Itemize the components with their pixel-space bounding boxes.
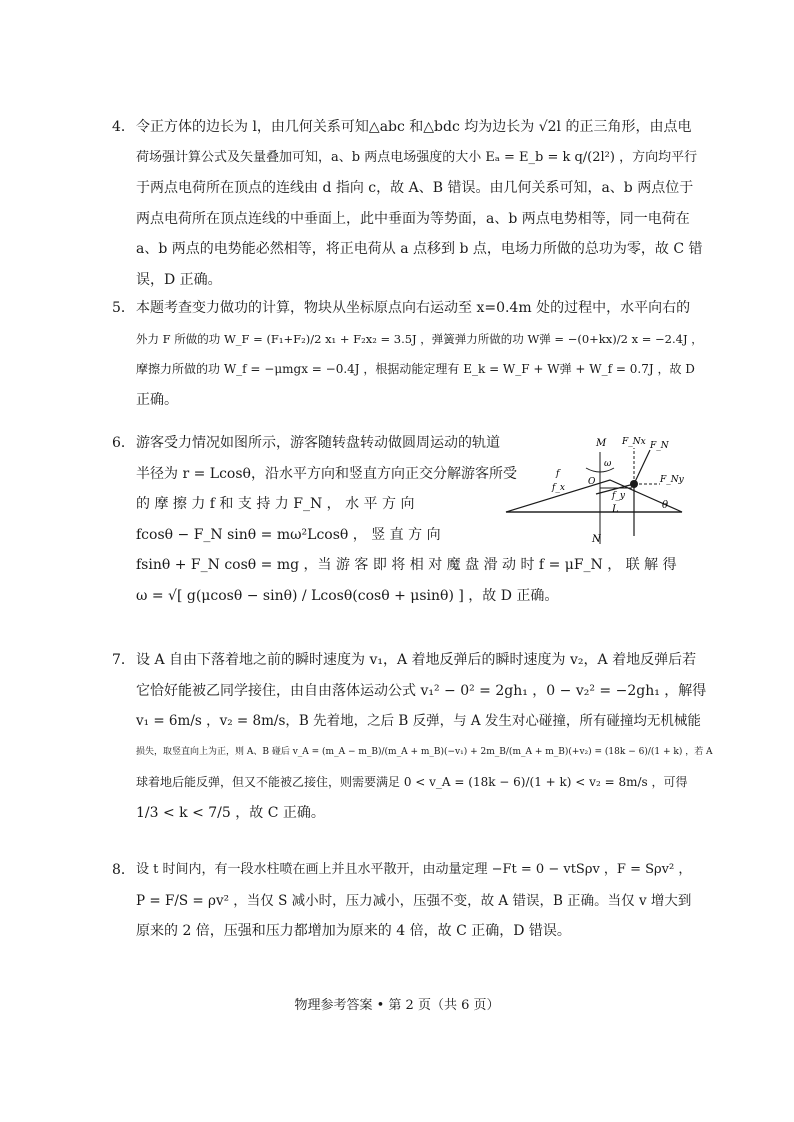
text-line: 本题考查变力做功的计算，物块从坐标原点向右运动至 x=0.4m 处的过程中，水平向右的 xyxy=(136,300,691,316)
normal-force-vector xyxy=(634,450,650,484)
text-line: P = F/S = ρv² ，当仅 S 减小时，压力减小，压强不变，故 A 错误，B 正确。当仅 v 增大到 xyxy=(136,892,692,909)
answer-item-7 xyxy=(112,645,713,828)
text-line: 半径为 r = Lcosθ，沿水平方向和竖直方向正交分解游客所受 xyxy=(136,465,517,482)
fig-label: O xyxy=(588,477,596,487)
text-line: v₁ = 6m/s ，v₂ = 8m/s，B 先着地，之后 B 反弹，与 A 发生对心碰撞，所有碰撞均无机械能 xyxy=(136,713,701,729)
text-line: 荷场强计算公式及矢量叠加可知，a、b 两点电场强度的大小 Eₐ = E_b = k q/(2l²) ，方向均平行 xyxy=(136,149,698,165)
text-line: 误，D 正确。 xyxy=(136,271,222,288)
fig-label: ω xyxy=(604,459,612,469)
text-line: ω = √[ g(μcosθ − sinθ) / Lcosθ(cosθ + μsinθ) ] ，故 D 正确。 xyxy=(136,587,559,604)
fig-label: f_y xyxy=(612,491,625,501)
text-line: 两点电荷所在顶点连线的中垂面上，此中垂面为等势面，a、b 两点电势相等，同一电荷在 xyxy=(136,210,690,227)
text-line: 设 t 时间内，有一段水柱喷在画上并且水平散开，由动量定理 −Ft = 0 − vtSρv ，F = Sρv² ， xyxy=(136,862,692,877)
text-line: 摩擦力所做的功 W_f = −μmgx = −0.4J ，根据动能定理有 E_k = W_F + W弹 + W_f = 0.7J ，故 D xyxy=(136,362,695,376)
text-line: 1/3 < k < 7/5 ，故 C 正确。 xyxy=(136,804,325,821)
fig-label: F_Ny xyxy=(660,475,684,485)
item-number: 5． xyxy=(112,300,135,316)
item-number: 8． xyxy=(112,862,135,878)
text-line: 的 摩 擦 力 f 和 支 持 力 F_N ， 水 平 方 向 xyxy=(136,496,415,512)
text-line: 它恰好能被乙同学接住，由自由落体运动公式 v₁² − 0² = 2gh₁ ，0 − v₂² = −2gh₁ ，解得 xyxy=(136,682,707,699)
fig-label: M xyxy=(596,438,607,449)
fig-label: N xyxy=(592,534,601,545)
answer-item-8 xyxy=(112,855,692,947)
item-number: 4． xyxy=(112,119,135,135)
text-line: 原来的 2 倍，压强和压力都增加为原来的 4 倍，故 C 正确，D 错误。 xyxy=(136,923,571,939)
text-line: fsinθ + F_N cosθ = mg ，当 游 客 即 将 相 对 魔 盘 滑 动 时 f = μF_N ， 联 解 得 xyxy=(136,557,677,573)
text-line: 令正方体的边长为 l，由几何关系可知△abc 和△bdc 均为边长为 √2l 的正三角形，由点电 xyxy=(136,119,692,135)
text-line: 设 A 自由下落着地之前的瞬时速度为 v₁，A 着地反弹后的瞬时速度为 v₂，A 着地反弹后若 xyxy=(136,652,697,668)
text-line: 损失，取竖直向上为正，则 A、B 碰后 v_A = (m_A − m_B)/(m_A + m_B)(−v₁) + 2m_B/(m_A + m_B)(+v₂) = (18k − 6)/(1 + k) ，若 A xyxy=(136,746,713,757)
answer-item-4 xyxy=(112,112,703,295)
force-diagram xyxy=(500,432,688,552)
page-footer: 物理参考答案 • 第 2 页（共 6 页） xyxy=(294,998,500,1013)
fig-label: F_N xyxy=(650,441,669,451)
text-line: 游客受力情况如图所示，游客随转盘转动做圆周运动的轨道 xyxy=(136,435,500,451)
answer-item-5 xyxy=(112,293,703,415)
fig-label: f xyxy=(556,469,560,479)
item-number: 7． xyxy=(112,652,135,668)
fig-label: L xyxy=(612,504,619,515)
fig-label: f_x xyxy=(552,483,565,493)
text-line: a、b 两点的电势能必然相等，将正电荷从 a 点移到 b 点，电场力所做的总功为零，故 C 错 xyxy=(136,241,703,257)
fig-label: θ xyxy=(662,500,669,511)
text-line: 球着地后能反弹，但又不能被乙接住，则需要满足 0 < v_A = (18k − 6)/(1 + k) < v₂ = 8m/s ，可得 xyxy=(136,775,688,789)
text-line: 外力 F 所做的功 W_F = (F₁+F₂)/2 x₁ + F₂x₂ = 3.5J ，弹簧弹力所做的功 W弹 = −(0+kx)/2 x = −2.4J ， xyxy=(136,331,703,346)
item-number: 6． xyxy=(112,435,135,451)
text-line: fcosθ − F_N sinθ = mω²Lcosθ ， 竖 直 方 向 xyxy=(136,526,441,543)
force-diagram-svg xyxy=(500,432,688,552)
text-line: 正确。 xyxy=(136,391,178,408)
fig-label: F_Nx xyxy=(622,437,646,447)
text-line: 于两点电荷所在顶点的连线由 d 指向 c，故 A、B 错误。由几何关系可知，a、b 两点位于 xyxy=(136,180,694,196)
